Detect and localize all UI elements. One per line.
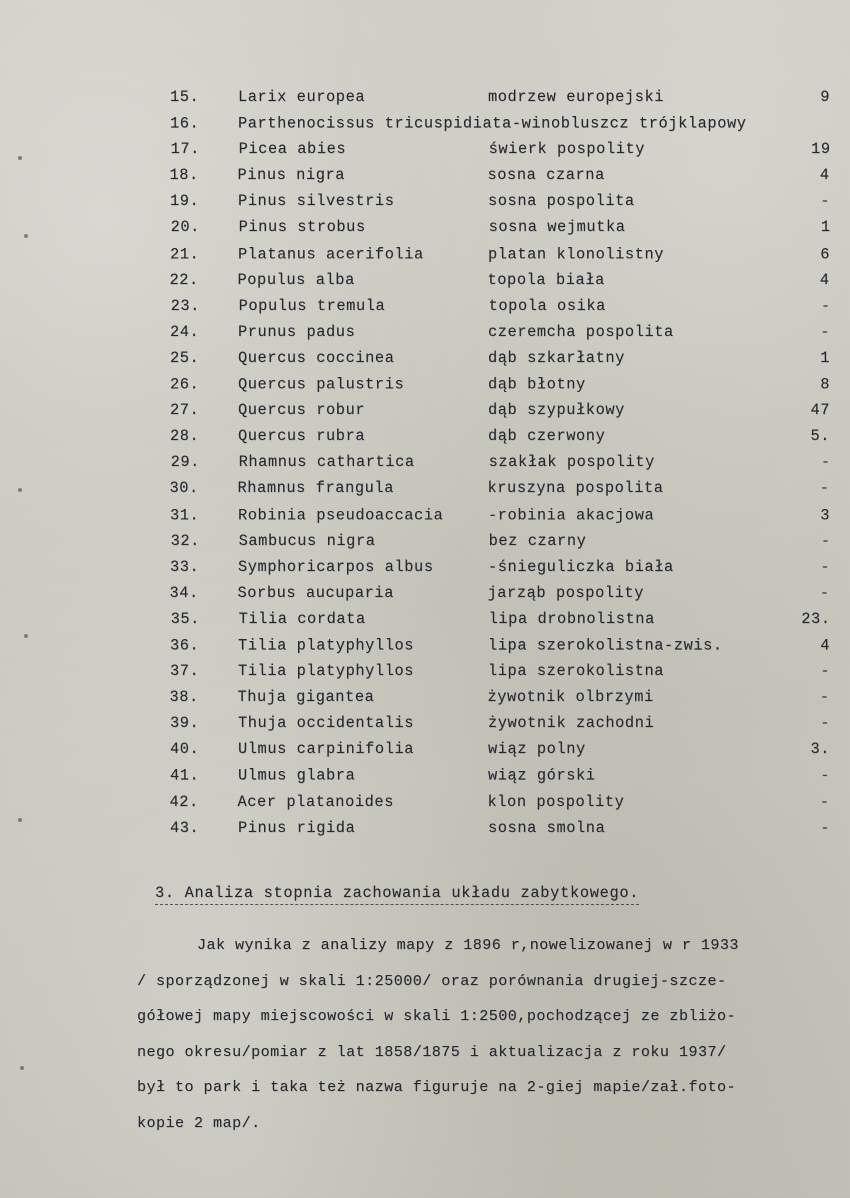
species-count: - [819, 792, 830, 811]
species-number: 30. [169, 479, 199, 498]
species-count: - [819, 479, 830, 498]
species-count: 1 [820, 348, 830, 367]
species-number: 36. [170, 636, 200, 655]
species-latin-name: Rhamnus cathartica [238, 453, 415, 472]
species-polish-name: -robinia akacjowa [488, 505, 655, 524]
species-polish-name: wiąz polny [488, 740, 586, 759]
species-row [170, 375, 830, 401]
species-number: 18. [169, 166, 199, 185]
species-list [170, 88, 830, 845]
species-count: 4 [819, 166, 830, 185]
species-row [170, 740, 830, 766]
species-number: 24. [170, 322, 200, 341]
species-number: 39. [170, 714, 200, 733]
species-count: - [820, 453, 831, 472]
species-polish-name: sosna smolna [488, 818, 606, 837]
species-row [171, 453, 831, 479]
species-row [170, 427, 830, 453]
species-number: 42. [169, 792, 199, 811]
species-count: 47 [810, 401, 830, 420]
species-count: - [820, 766, 830, 785]
species-row [170, 479, 830, 505]
species-polish-name: czeremcha pospolita [488, 322, 674, 341]
species-row [170, 636, 830, 662]
species-polish-name: żywotnik zachodni [488, 714, 655, 733]
species-latin-name: Thuja occidentalis [238, 714, 415, 733]
species-row [170, 245, 830, 271]
species-number: 41. [170, 766, 200, 785]
species-row [170, 192, 830, 218]
species-count: 5. [810, 427, 830, 446]
species-latin-name: Pinus rigida [238, 818, 356, 837]
species-latin-name: Picea abies [238, 140, 347, 159]
species-row [170, 349, 830, 375]
species-number: 35. [170, 609, 200, 628]
species-number: 37. [170, 662, 200, 681]
species-row [170, 506, 830, 532]
species-count: - [820, 322, 830, 341]
species-latin-name: Larix europea [238, 88, 366, 106]
species-number: 34. [169, 583, 199, 602]
species-latin-name: Pinus silvestris [238, 192, 395, 211]
species-count: 23. [801, 609, 831, 628]
species-polish-name: dąb błotny [488, 375, 586, 394]
species-polish-name: dąb szypułkowy [488, 401, 625, 420]
species-row [170, 323, 830, 349]
species-number: 16. [170, 114, 200, 133]
species-polish-name: świerk pospolity [488, 140, 646, 159]
species-latin-name: Pinus nigra [237, 166, 346, 185]
species-polish-name: szakłak pospolity [488, 453, 655, 472]
species-latin-name: Platanus acerifolia [238, 244, 424, 263]
paragraph-line: nego okresu/pomiar z lat 1858/1875 i aktualizacja z roku 1937/ [137, 1042, 727, 1061]
species-number: 23. [170, 296, 200, 315]
paragraph-line: był to park i taka też nazwa figuruje na 2-giej mapie/zał.foto- [137, 1078, 736, 1097]
margin-speck [24, 634, 28, 638]
species-latin-name: Tilia platyphyllos [238, 662, 415, 681]
species-row [170, 714, 830, 740]
species-number: 19. [170, 192, 200, 211]
species-count: 6 [820, 244, 830, 263]
species-row [170, 88, 830, 114]
species-number: 40. [170, 740, 200, 759]
species-latin-name: Sambucus nigra [238, 531, 376, 550]
species-row [170, 819, 830, 845]
species-polish-name: klon pospolity [487, 792, 625, 811]
species-latin-name: Parthenocissus tricuspidiata-winobluszcz trójklapowy [238, 114, 747, 133]
paragraph-line: gółowej mapy miejscowości w skali 1:2500,pochodzącej ze zbliżo- [137, 1007, 736, 1026]
species-number: 15. [170, 88, 200, 106]
species-row [170, 558, 830, 584]
species-polish-name: wiąz górski [488, 766, 596, 785]
species-latin-name: Prunus padus [238, 322, 356, 341]
species-latin-name: Quercus coccinea [238, 348, 395, 367]
species-row [170, 584, 830, 610]
species-number: 31. [170, 505, 200, 524]
species-polish-name: topola biała [487, 270, 605, 289]
species-polish-name: dąb czerwony [488, 427, 606, 446]
species-polish-name: modrzew europejski [488, 88, 665, 106]
species-count: - [820, 557, 830, 576]
species-number: 21. [170, 244, 200, 263]
species-latin-name: Quercus palustris [238, 375, 405, 394]
species-count: 19 [811, 140, 831, 159]
species-count: - [820, 714, 830, 733]
species-latin-name: Populus tremula [238, 296, 386, 315]
species-count: - [820, 296, 831, 315]
species-row [171, 297, 831, 323]
species-row [171, 218, 831, 244]
species-latin-name: Symphoricarpos albus [238, 557, 434, 576]
species-row [170, 114, 830, 140]
species-latin-name: Acer platanoides [237, 792, 394, 811]
species-polish-name: jarząb pospolity [487, 583, 644, 602]
species-count: 4 [819, 270, 830, 289]
species-polish-name: lipa szerokolistna-zwis. [488, 636, 723, 655]
species-count: 3. [810, 740, 830, 759]
species-number: 33. [170, 557, 200, 576]
species-row [170, 166, 830, 192]
species-latin-name: Ulmus carpinifolia [238, 740, 415, 759]
margin-speck [20, 1066, 24, 1070]
species-number: 25. [170, 348, 200, 367]
species-row [170, 767, 830, 793]
species-polish-name: lipa drobnolistna [488, 609, 655, 628]
species-count: - [820, 818, 830, 837]
body-paragraph [137, 928, 827, 1142]
section-heading: 3. Analiza stopnia zachowania układu zabytkowego. [155, 884, 639, 905]
species-latin-name: Thuja gigantea [237, 688, 375, 707]
species-polish-name: dąb szkarłatny [488, 348, 625, 367]
species-latin-name: Quercus rubra [238, 427, 366, 446]
species-number: 22. [169, 270, 199, 289]
species-latin-name: Tilia platyphyllos [238, 636, 415, 655]
species-row [170, 688, 830, 714]
species-latin-name: Tilia cordata [238, 609, 366, 628]
species-latin-name: Populus alba [237, 270, 355, 289]
species-number: 29. [170, 453, 200, 472]
species-polish-name: lipa szerokolistna [488, 662, 665, 681]
species-row [170, 401, 830, 427]
species-row [171, 140, 831, 166]
species-row [171, 610, 831, 636]
paragraph-line: / sporządzonej w skali 1:25000/ oraz porównania drugiej-szcze- [137, 971, 727, 990]
species-polish-name: platan klonolistny [488, 244, 665, 263]
species-number: 38. [169, 688, 199, 707]
species-polish-name: bez czarny [488, 531, 587, 550]
margin-speck [24, 234, 28, 238]
species-polish-name: sosna wejmutka [488, 218, 626, 237]
species-latin-name: Pinus strobus [238, 218, 366, 237]
species-latin-name: Rhamnus frangula [237, 479, 394, 498]
species-number: 17. [170, 140, 200, 159]
species-count: 1 [820, 218, 831, 237]
species-number: 43. [170, 818, 200, 837]
species-count: - [819, 688, 830, 707]
paragraph-line: kopie 2 map/. [137, 1113, 261, 1132]
species-number: 28. [170, 427, 200, 446]
species-count: - [820, 662, 830, 681]
species-count: - [820, 192, 830, 211]
species-latin-name: Quercus robur [238, 401, 366, 420]
species-polish-name: topola osika [488, 296, 606, 315]
species-row [170, 662, 830, 688]
species-latin-name: Robinia pseudoaccacia [238, 505, 444, 524]
species-count: - [820, 531, 831, 550]
species-row [171, 532, 831, 558]
species-number: 26. [170, 375, 200, 394]
margin-speck [18, 488, 22, 492]
species-polish-name: kruszyna pospolita [487, 479, 664, 498]
margin-speck [18, 818, 22, 822]
species-count: 8 [820, 375, 830, 394]
species-polish-name: sosna czarna [487, 166, 605, 185]
species-row [170, 271, 830, 297]
species-latin-name: Sorbus aucuparia [237, 583, 394, 602]
species-number: 32. [170, 531, 200, 550]
species-count: - [819, 583, 830, 602]
species-polish-name: -śnieguliczka biała [488, 557, 674, 576]
species-latin-name: Ulmus glabra [238, 766, 356, 785]
species-count: 3 [820, 505, 830, 524]
paragraph-line: Jak wynika z analizy mapy z 1896 r,nowelizowanej w r 1933 [197, 936, 739, 954]
species-number: 27. [170, 401, 200, 420]
species-count: 9 [820, 88, 830, 106]
species-row [170, 793, 830, 819]
species-count: 4 [820, 636, 830, 655]
species-polish-name: żywotnik olbrzymi [487, 688, 654, 707]
species-number: 20. [170, 218, 200, 237]
species-polish-name: sosna pospolita [488, 192, 635, 211]
margin-speck [18, 156, 22, 160]
